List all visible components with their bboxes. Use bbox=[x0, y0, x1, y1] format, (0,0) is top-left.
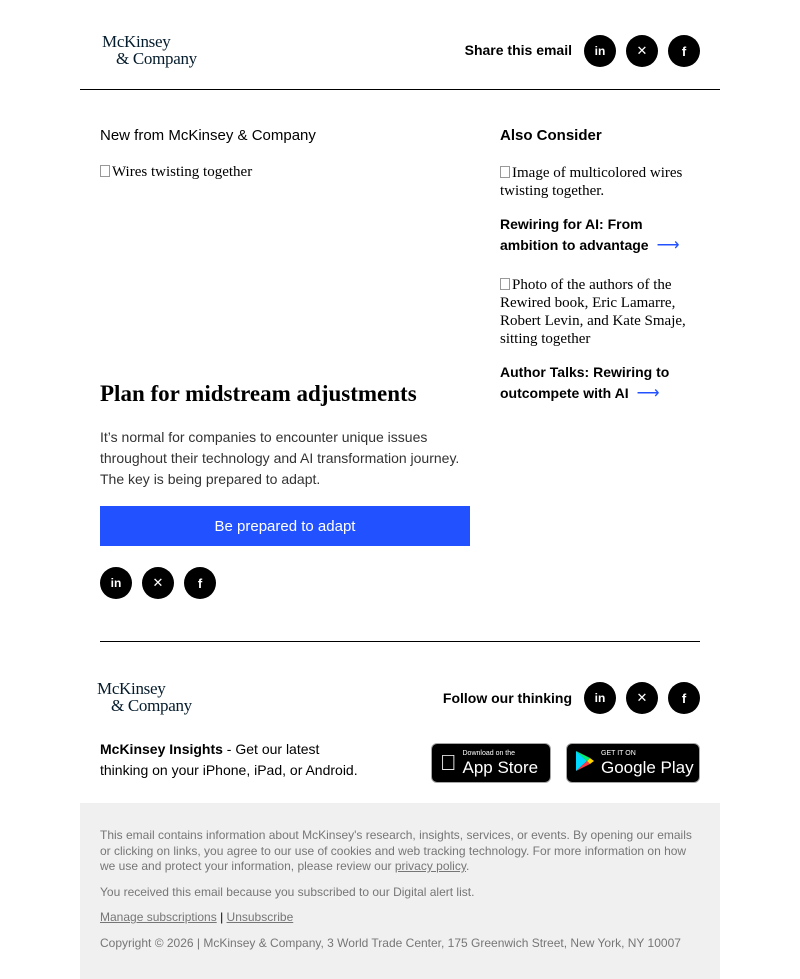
google-play-icon bbox=[575, 750, 595, 776]
aside-image-2[interactable] bbox=[500, 276, 700, 348]
article-body: It’s normal for companies to encounter unique issues throughout their technology and AI transformation journey. The key is being prepared to adapt. bbox=[100, 429, 460, 487]
disclaimer-text: This email contains information about McKinsey's research, insights, services, or events. By opening our emails or clicking on links, you agree to our use of cookies and web tracking technology. For more information on how we use and protect your information, please review our bbox=[100, 828, 692, 873]
x-icon: ✕ bbox=[636, 43, 648, 58]
logo-line1: McKinsey bbox=[102, 32, 171, 51]
apple-icon bbox=[440, 752, 457, 774]
linkedin-share-button[interactable] bbox=[100, 567, 132, 599]
aside-image-2-alt: Photo of the authors of the Rewired book, Eric Lamarre, Robert Levin, and Kate Smaje, sitting together bbox=[500, 277, 686, 347]
legal-disclaimer bbox=[100, 828, 700, 875]
logo-line2: & Company bbox=[111, 696, 192, 715]
google-play-badge[interactable] bbox=[566, 743, 700, 783]
app-store-small: Download on the bbox=[446, 749, 499, 757]
linkedin-icon: in bbox=[594, 44, 606, 58]
section-title: New from McKinsey & Company bbox=[100, 127, 316, 144]
facebook-share-button[interactable] bbox=[668, 35, 700, 67]
broken-image-icon bbox=[100, 165, 110, 177]
broken-image-icon bbox=[500, 278, 510, 290]
article-headline[interactable]: Plan for midstream adjustments bbox=[100, 381, 417, 406]
legal-footer bbox=[80, 803, 720, 979]
hero-image-alt: Wires twisting together bbox=[112, 164, 253, 180]
mckinsey-logo[interactable] bbox=[102, 33, 197, 67]
linkedin-follow-button[interactable] bbox=[584, 682, 616, 714]
article-social-links bbox=[100, 567, 216, 599]
app-store-large: App Store bbox=[446, 757, 522, 777]
logo-line2: & Company bbox=[116, 49, 197, 68]
aside-link-2[interactable] bbox=[500, 362, 690, 404]
also-consider-title: Also Consider bbox=[500, 127, 602, 144]
aside-link-1-label: Rewiring for AI: From ambition to advantage bbox=[500, 216, 649, 253]
linkedin-share-button[interactable] bbox=[584, 35, 616, 67]
facebook-follow-button[interactable] bbox=[668, 682, 700, 714]
manage-subscriptions-link[interactable]: Manage subscriptions bbox=[100, 910, 217, 924]
google-play-small: GET IT ON bbox=[601, 749, 636, 757]
section-divider bbox=[100, 641, 700, 642]
copyright: Copyright © 2026 | McKinsey & Company, 3 World Trade Center, 175 Greenwich Street, New York, NY 10007 bbox=[100, 935, 681, 950]
insights-app-name[interactable]: McKinsey Insights bbox=[100, 741, 223, 757]
facebook-icon: f bbox=[681, 43, 687, 59]
x-icon: ✕ bbox=[152, 575, 164, 590]
broken-image-icon bbox=[500, 166, 510, 178]
link-separator: | bbox=[220, 910, 224, 924]
hero-image[interactable] bbox=[100, 164, 470, 364]
linkedin-icon: in bbox=[110, 576, 122, 590]
privacy-policy-link[interactable]: privacy policy bbox=[394, 859, 466, 873]
mckinsey-logo[interactable] bbox=[97, 680, 192, 714]
insights-description: - Get our latest thinking on your iPhone, iPad, or Android. bbox=[100, 741, 358, 778]
logo-line1: McKinsey bbox=[97, 679, 166, 698]
x-share-button[interactable] bbox=[142, 567, 174, 599]
x-icon: ✕ bbox=[636, 690, 648, 705]
subscription-links bbox=[100, 910, 700, 926]
disclaimer-end: . bbox=[465, 859, 470, 873]
cta-button[interactable]: Be prepared to adapt bbox=[100, 506, 470, 546]
x-follow-button[interactable] bbox=[626, 682, 658, 714]
insights-promo bbox=[100, 739, 370, 781]
x-share-button[interactable] bbox=[626, 35, 658, 67]
follow-label: Follow our thinking bbox=[442, 690, 572, 706]
aside-link-1[interactable] bbox=[500, 214, 690, 256]
arrow-right-icon: ⟶ bbox=[656, 237, 680, 254]
subscription-notice: You received this email because you subscribed to our Digital alert list. bbox=[100, 884, 475, 899]
aside-link-2-label: Author Talks: Rewiring to outcompete with AI bbox=[500, 364, 670, 401]
header-social-links bbox=[584, 35, 700, 67]
aside-image-1-alt: Image of multicolored wires twisting together. bbox=[500, 165, 683, 199]
unsubscribe-link[interactable]: Unsubscribe bbox=[226, 910, 294, 924]
facebook-icon: f bbox=[197, 575, 203, 591]
footer-social-links bbox=[584, 682, 700, 714]
facebook-icon: f bbox=[681, 690, 687, 706]
linkedin-icon: in bbox=[594, 691, 606, 705]
facebook-share-button[interactable] bbox=[184, 567, 216, 599]
aside-image-1[interactable] bbox=[500, 164, 700, 200]
share-label: Share this email bbox=[464, 42, 572, 58]
email-header bbox=[80, 0, 720, 90]
arrow-right-icon: ⟶ bbox=[636, 385, 660, 402]
app-store-badge[interactable] bbox=[431, 743, 551, 783]
google-play-large: Google Play bbox=[601, 757, 694, 777]
